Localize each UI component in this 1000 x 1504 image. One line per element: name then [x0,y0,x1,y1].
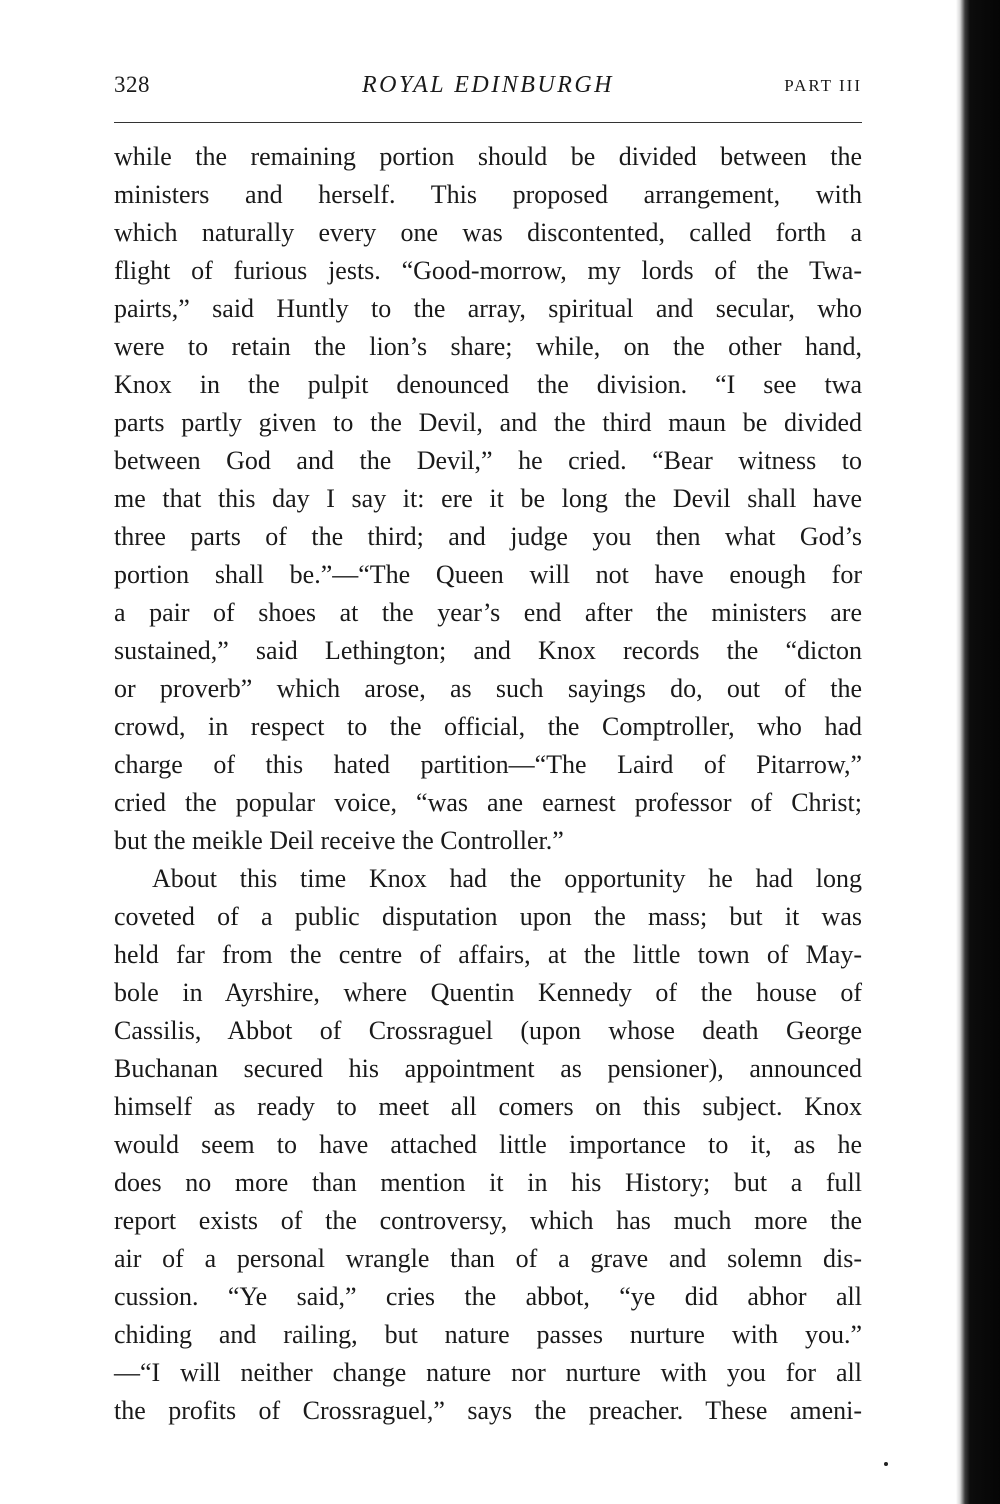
part-label: PART III [784,76,862,95]
running-head [114,72,862,108]
text-line: sustained,” said Lethington; and Knox records the “dicton [114,636,862,665]
paragraph [114,138,862,860]
text-line: three parts of the third; and judge you then what God’s [114,522,862,551]
text-line: flight of furious jests. “Good-morrow, my lords of the Twa- [114,256,862,285]
page-number: 328 [114,72,150,97]
paragraph [114,860,862,1430]
text-line: charge of this hated partition—“The Laird of Pitarrow,” [114,750,862,779]
scan-binding-edge [956,0,1000,1504]
text-line: report exists of the controversy, which has much more the [114,1206,862,1235]
running-title: ROYAL EDINBURGH [361,72,615,98]
header-rule [114,122,862,123]
body-text [114,138,862,1430]
text-line: cussion. “Ye said,” cries the abbot, “ye did abhor all [114,1282,862,1311]
text-line: were to retain the lion’s share; while, on the other hand, [114,332,862,361]
text-line: portion shall be.”—“The Queen will not have enough for [114,560,862,589]
text-line: chiding and railing, but nature passes nurture with you.” [114,1320,862,1349]
text-line: a pair of shoes at the year’s end after the ministers are [114,598,862,627]
scan-speck [884,1462,888,1466]
text-line: pairts,” said Huntly to the array, spiritual and secular, who [114,294,862,323]
text-line: cried the popular voice, “was ane earnest professor of Christ; [114,788,862,817]
text-line: while the remaining portion should be divided between the [114,142,862,171]
text-line: would seem to have attached little importance to it, as he [114,1130,862,1159]
text-line: himself as ready to meet all comers on this subject. Knox [114,1092,862,1121]
text-line: which naturally every one was discontented, called forth a [114,218,862,247]
text-line: Cassilis, Abbot of Crossraguel (upon whose death George [114,1016,862,1045]
text-line: or proverb” which arose, as such sayings do, out of the [114,674,862,703]
text-line: bole in Ayrshire, where Quentin Kennedy of the house of [114,978,862,1007]
text-line: the profits of Crossraguel,” says the preacher. These ameni- [114,1396,862,1425]
text-line: parts partly given to the Devil, and the third maun be divided [114,408,862,437]
text-line: air of a personal wrangle than of a grave and solemn dis- [114,1244,862,1273]
text-line: ministers and herself. This proposed arrangement, with [114,180,862,209]
text-line: held far from the centre of affairs, at the little town of May- [114,940,862,969]
text-line: About this time Knox had the opportunity he had long [152,864,862,893]
text-line: coveted of a public disputation upon the mass; but it was [114,902,862,931]
text-line: Knox in the pulpit denounced the division. “I see twa [114,370,862,399]
text-line: crowd, in respect to the official, the Comptroller, who had [114,712,862,741]
text-line: Buchanan secured his appointment as pensioner), announced [114,1054,862,1083]
text-line: between God and the Devil,” he cried. “Bear witness to [114,446,862,475]
text-line: but the meikle Deil receive the Controller.” [114,826,564,855]
text-line: me that this day I say it: ere it be long the Devil shall have [114,484,862,513]
text-line: does no more than mention it in his History; but a full [114,1168,862,1197]
text-line: —“I will neither change nature nor nurture with you for all [114,1358,862,1387]
